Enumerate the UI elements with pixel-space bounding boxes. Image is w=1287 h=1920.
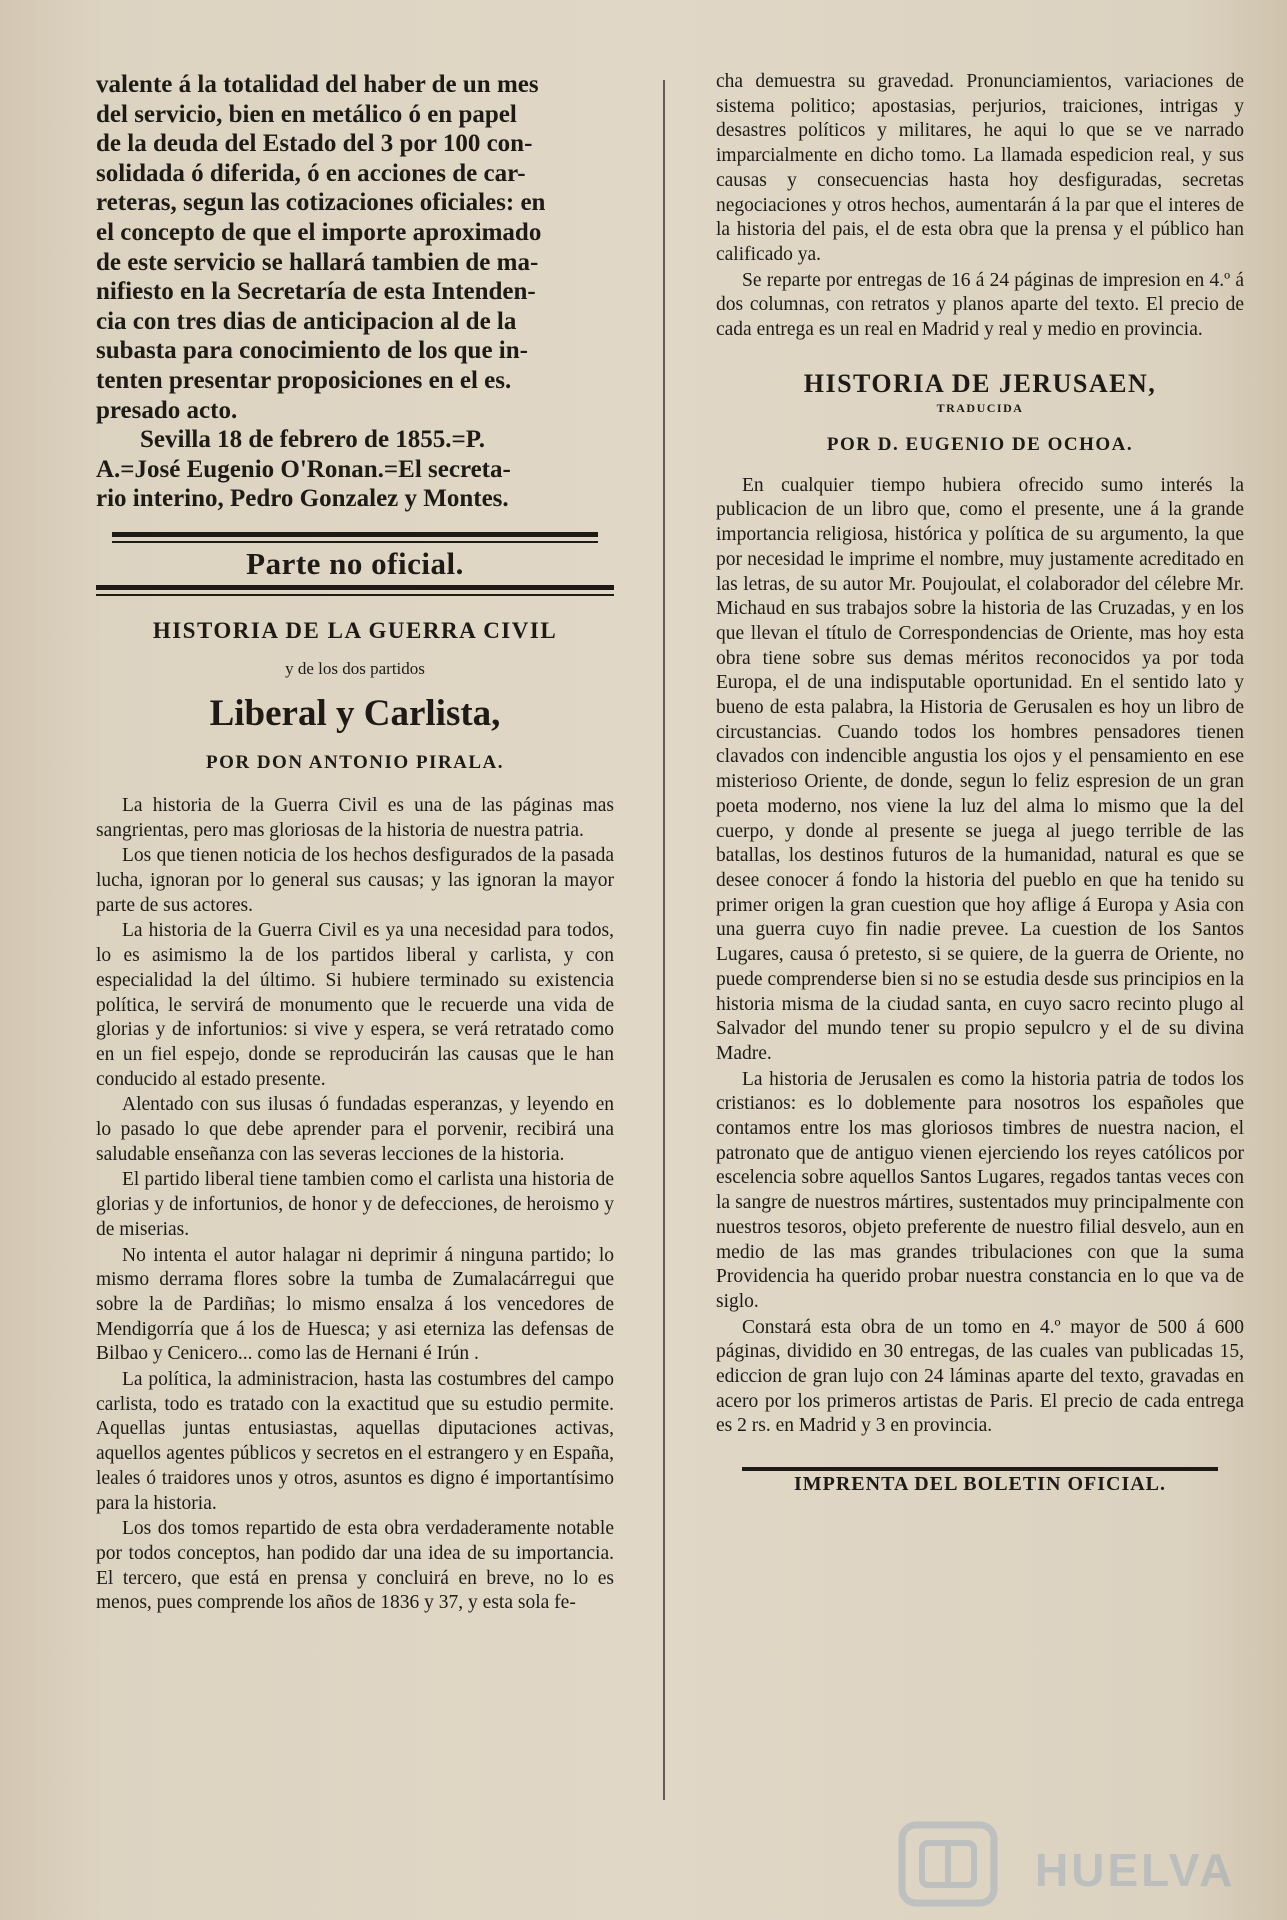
article-author: POR D. EUGENIO DE OCHOA. <box>826 433 1134 455</box>
announcement-continuation <box>96 70 614 514</box>
archive-watermark <box>880 1815 1260 1910</box>
signature-line: A.=José Eugenio O'Ronan.=El secreta- <box>96 455 511 483</box>
left-column <box>96 70 614 1617</box>
signature-line: Sevilla 18 de febrero de 1855.=P. <box>140 426 486 454</box>
article-title: Liberal y Carlista, <box>209 692 501 734</box>
announcement-line: tenten presentar proposiciones en el es. <box>96 366 512 394</box>
article-paragraph: Alentado con sus ilusas ó fundadas esperanzas, y leyendo en lo pasado lo que debe aprender para el porvenir, recibirá una saludable enseñanza con las severas lecciones de la historia. <box>96 1094 614 1165</box>
announcement-line: reteras, segun las cotizaciones oficiales: en <box>96 189 546 217</box>
announcement-line: valente á la totalidad del haber de un mes <box>96 71 539 98</box>
watermark-text: HUELVA <box>1035 1844 1236 1896</box>
article-subheading: y de los dos partidos <box>285 658 425 678</box>
announcement-line: el concepto de que el importe aproximado <box>96 218 542 246</box>
announcement-line: de la deuda del Estado del 3 por 100 con- <box>96 130 533 158</box>
imprint-text: IMPRENTA DEL BOLETIN OFICIAL. <box>793 1473 1167 1496</box>
article-continuation: cha demuestra su gravedad. Pronunciamientos, variaciones de sistema politico; apostasias, perjurios, traiciones, intrigas y desastres políticos y militares, he aqui lo que se ve narrado imparcialmente en dicho tomo. La llamada espedicion real, y sus causas y consecuencias hasta hoy desfiguradas, secretas negociaciones y otros hechos, aumentarán á la par que el interes de la historia del pais, el de esta obra que la prensa y el público han calificado ya. <box>716 71 1244 265</box>
article-heading: HISTORIA DE LA GUERRA CIVIL <box>152 617 558 643</box>
article-paragraph: En cualquier tiempo hubiera ofrecido sumo interés la publicacion de un libro que, como el presente, une á la grande importancia religiosa, histórica y política de su argumento, la que por necesidad le imprime el nombre, muy justamente acreditado en las letras, de su autor Mr. Poujoulat, el colaborador del célebre Mr. Michaud en sus trabajos sobre la historia de las Cruzadas, y en los que llevan el título de Correspondencias de Oriente, mas hoy esta obra tiene sobre sus demas méritos reconocidos ya por toda Europa, el de una indisputable oportunidad. En el sentido lato y bueno de esta palabra, la Historia de Gerusalen es hoy un libro de circustancias. Cuando todos los hombres pensadores tienen clavados con indencible angustia los ojos y el pensamiento en ese misterioso Oriente, de donde, segun lo feliz espresion de un gran poeta moderno, nos viene la luz del alma lo mismo que la del cuerpo, y donde al presente se juega al juego terrible de las batallas, los destinos futuros de la humanidad, natural es que se desee conocer á fondo la historia del pueblo en que ha tenido su primer origen la gran cuestion que hoy aflige á Europa y Asia con una guerra cuyo fin nadie prevee. La cuestion de los Santos Lugares, causa ó pretesto, si se quiere, de la guerra de Oriente, no puede comprenderse bien si no se estudia desde sus principios en la historia misma de la ciudad santa, en cuyo sacro recinto plugo al Salvador del mundo tener su propio sepulcro y el de su divina Madre. <box>716 474 1244 1064</box>
announcement-line: cia con tres dias de anticipacion al de la <box>96 307 517 335</box>
signature-line: rio interino, Pedro Gonzalez y Montes. <box>96 485 509 513</box>
article-paragraph: Constará esta obra de un tomo en 4.º mayor de 500 á 600 páginas, dividido en 30 entregas, de las cuales van publicadas 15, ediccion de gran lujo con 24 láminas aparte del texto, gravadas en acero por los primeros artistas de Paris. El precio de cada entrega es 2 rs. en Madrid y 3 en provincia. <box>716 1316 1244 1437</box>
announcement-line: subasta para conocimiento de los que in- <box>96 337 528 365</box>
delivery-terms: Se reparte por entregas de 16 á 24 páginas de impresion en 4.º á dos columnas, con retratos y planos aparte del texto. El precio de cada entrega es un real en Madrid y real y medio en provincia. <box>716 269 1244 341</box>
article-paragraph: No intenta el autor halagar ni deprimir á ninguna partido; lo mismo derrama flores sobre la tumba de Zumalacárregui que sobre la de Pardiñas; lo mismo ensalza á los vencedores de Mendigorría que á los de Huesca; y asi eterniza las defensas de Bilbao y Cenicero... como las de Hernani é Irún . <box>96 1244 614 1365</box>
article-author: POR DON ANTONIO PIRALA. <box>205 751 505 773</box>
right-column <box>716 70 1244 1496</box>
article-paragraph: El partido liberal tiene tambien como el carlista una historia de glorias y de infortunios, de honor y de defecciones, de heroismo y de miserias. <box>96 1169 614 1240</box>
article-heading: HISTORIA DE JERUSAEN, <box>803 368 1157 398</box>
section-header <box>96 532 614 596</box>
article-paragraph: La política, la administracion, hasta las costumbres del campo carlista, todo es tratado con la exactitud que su estudio permite. Aquellas juntas entusiastas, aquellas diputaciones activas, aquellos agentes públicos y secretos en el estrangero y en España, leales ó traidores unos y otros, asuntos es digno é importantísimo para la historia. <box>96 1369 614 1514</box>
archive-logo-icon <box>880 1815 1020 1910</box>
column-divider <box>663 80 665 1800</box>
announcement-line: de este servicio se hallará tambien de ma- <box>96 248 539 276</box>
article-paragraph: La historia de la Guerra Civil es ya una necesidad para todos, lo es asimismo la de los partidos liberal y carlista, y con especialidad la del último. Si hubiere terminado su existencia política, le servirá de monumento que le recuerde una vida de glorias y de infortunios: si vive y espera, se verá retratado como en un fiel espejo, donde se reproducirán las causas que le han conducido al estado presente. <box>96 920 614 1090</box>
section-title: Parte no oficial. <box>246 545 464 581</box>
article-subheading: TRADUCIDA <box>936 400 1024 415</box>
announcement-line: presado acto. <box>96 396 238 424</box>
imprint-block <box>716 1467 1244 1496</box>
section-rule-bottom <box>96 585 614 596</box>
announcement-line: solidada ó diferida, ó en acciones de car- <box>96 159 526 187</box>
section-rule-top <box>112 532 599 543</box>
article-paragraph: La historia de Jerusalen es como la historia patria de todos los cristianos: es lo doblemente para nosotros los españoles que contamos entre los mas gloriosos timbres de nuestra nacion, el patronato que de antiguo vienen ejerciendo los reyes católicos por escelencia sobre aquellos Santos Lugares, regados tantas veces con la sangre de nuestros mártires, sustentados muy principalmente con nuestros tesoros, objeto preferente de nuestro filial desvelo, aun en medio de las mas grandes tribulaciones con que la suma Providencia ha querido probar nuestra constancia en lo que va de siglo. <box>716 1068 1244 1312</box>
announcement-line: nifiesto en la Secretaría de esta Intenden- <box>96 278 536 306</box>
article-paragraph: Los que tienen noticia de los hechos desfigurados de la pasada lucha, ignoran por lo general sus causas; y las ignoran la mayor parte de sus actores. <box>96 845 614 916</box>
article-paragraph: Los dos tomos repartido de esta obra verdaderamente notable por todos conceptos, han podido dar una idea de su importancia. El tercero, que está en prensa y concluirá en breve, no lo es menos, pues comprende los años de 1836 y 37, y esta sola fe- <box>96 1518 614 1614</box>
article-paragraph: La historia de la Guerra Civil es una de las páginas mas sangrientas, pero mas gloriosas de la historia de nuestra patria. <box>96 794 614 841</box>
announcement-line: del servicio, bien en metálico ó en papel <box>96 100 517 128</box>
